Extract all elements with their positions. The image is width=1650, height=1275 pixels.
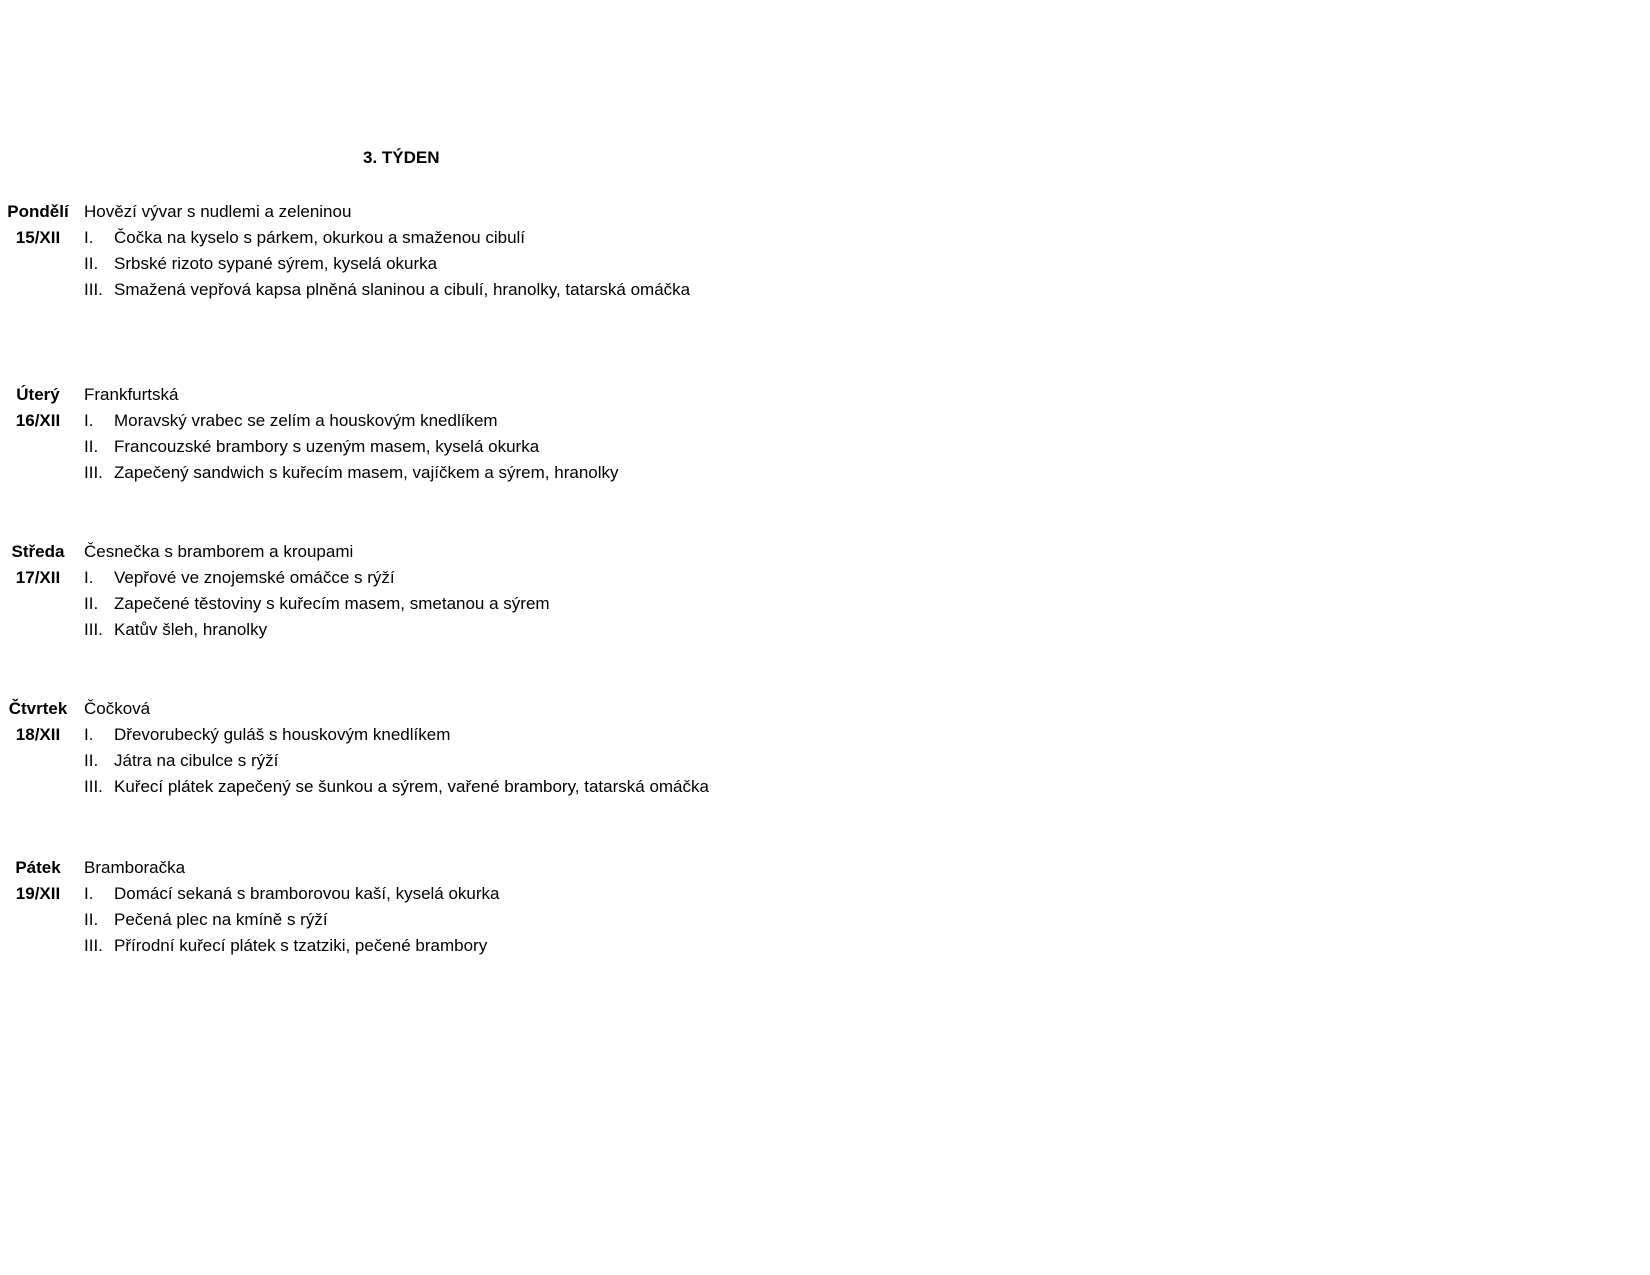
course-item: [84, 591, 550, 617]
day-date: 18/XII: [15, 725, 61, 744]
course-text: Vepřové ve znojemské omáčce s rýží: [114, 568, 395, 587]
soup: Frankfurtská: [84, 385, 179, 404]
soup: Hovězí vývar s nudlemi a zeleninou: [84, 202, 352, 221]
course-item: [84, 881, 500, 907]
course-text: Dřevorubecký guláš s houskovým knedlíkem: [114, 725, 451, 744]
course-number: I.: [84, 568, 94, 587]
course-list: [84, 408, 619, 486]
course-item: [84, 251, 690, 277]
course-text: Játra na cibulce s rýží: [114, 751, 279, 770]
course-text: Katův šleh, hranolky: [114, 620, 268, 639]
course-text: Moravský vrabec se zelím a houskovým knedlíkem: [114, 411, 498, 430]
day-name: Pondělí: [7, 202, 69, 221]
course-text: Domácí sekaná s bramborovou kaší, kyselá okurka: [114, 884, 500, 903]
course-item: [84, 933, 500, 959]
course-number: III.: [84, 936, 103, 955]
soup: Bramboračka: [84, 858, 186, 877]
course-list: [84, 881, 500, 959]
course-item: [84, 225, 690, 251]
course-number: I.: [84, 228, 94, 247]
course-text: Kuřecí plátek zapečený se šunkou a sýrem, vařené brambory, tatarská omáčka: [114, 777, 709, 796]
course-item: [84, 907, 500, 933]
course-number: III.: [84, 777, 103, 796]
day-name: Pátek: [15, 858, 61, 877]
course-number: II.: [84, 594, 99, 613]
page-title: 3. TÝDEN: [363, 148, 440, 167]
day-date: 19/XII: [15, 884, 61, 903]
day-date: 15/XII: [15, 228, 61, 247]
course-text: Zapečené těstoviny s kuřecím masem, smetanou a sýrem: [114, 594, 550, 613]
course-number: III.: [84, 620, 103, 639]
course-text: Přírodní kuřecí plátek s tzatziki, pečené brambory: [114, 936, 488, 955]
course-item: [84, 460, 619, 486]
course-number: I.: [84, 725, 94, 744]
course-list: [84, 722, 709, 800]
course-text: Pečená plec na kmíně s rýží: [114, 910, 328, 929]
course-item: [84, 722, 709, 748]
day-date: 16/XII: [15, 411, 61, 430]
course-number: II.: [84, 751, 99, 770]
course-number: I.: [84, 884, 94, 903]
soup: Čočková: [84, 699, 151, 718]
course-text: Čočka na kyselo s párkem, okurkou a smaženou cibulí: [114, 228, 526, 247]
soup: Česnečka s bramborem a kroupami: [84, 542, 354, 561]
course-text: Srbské rizoto sypané sýrem, kyselá okurka: [114, 254, 438, 273]
course-number: III.: [84, 280, 103, 299]
day-date: 17/XII: [15, 568, 61, 587]
course-list: [84, 225, 690, 303]
course-number: I.: [84, 411, 94, 430]
course-number: II.: [84, 254, 99, 273]
course-number: II.: [84, 910, 99, 929]
course-text: Smažená vepřová kapsa plněná slaninou a cibulí, hranolky, tatarská omáčka: [114, 280, 691, 299]
course-item: [84, 748, 709, 774]
course-item: [84, 434, 619, 460]
course-text: Zapečený sandwich s kuřecím masem, vajíčkem a sýrem, hranolky: [114, 463, 619, 482]
course-text: Francouzské brambory s uzeným masem, kyselá okurka: [114, 437, 540, 456]
course-item: [84, 277, 690, 303]
day-name: Čtvrtek: [8, 699, 68, 718]
course-item: [84, 565, 550, 591]
course-number: II.: [84, 437, 99, 456]
course-list: [84, 565, 550, 643]
day-name: Úterý: [16, 385, 60, 404]
course-number: III.: [84, 463, 103, 482]
course-item: [84, 774, 709, 800]
course-item: [84, 617, 550, 643]
course-item: [84, 408, 619, 434]
day-name: Středa: [11, 542, 65, 561]
